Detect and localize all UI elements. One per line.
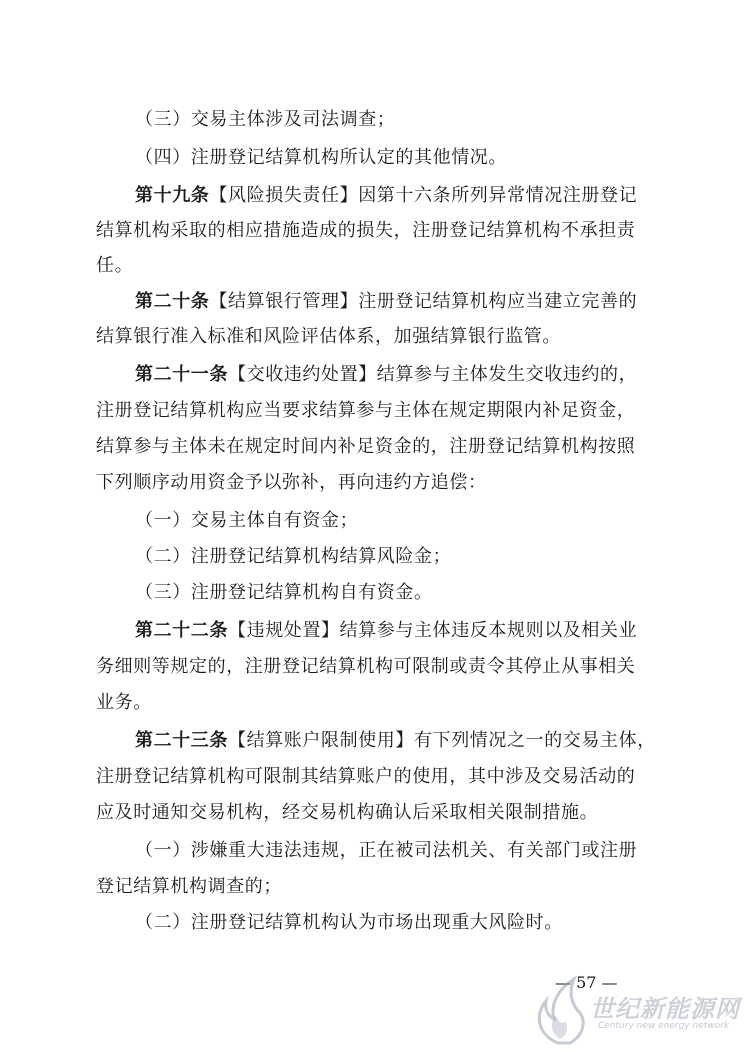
page-number: — 57 — [555, 973, 618, 992]
text-line: （二）注册登记结算机构认为市场出现重大风险时。 [135, 912, 563, 933]
text-line: （四）注册登记结算机构所认定的其他情况。 [135, 147, 507, 168]
article-text: 【结算银行管理】注册登记结算机构应当建立完善的 [209, 291, 638, 312]
text-line: （二）注册登记结算机构结算风险金； [135, 546, 452, 567]
watermark [520, 975, 740, 1047]
article-21-line [135, 363, 695, 387]
text-line: 注册登记结算机构可限制其结算账户的使用，其中涉及交易活动的 [96, 766, 636, 787]
article-heading: 第十九条 [135, 185, 210, 206]
text-line: （三）注册登记结算机构自有资金。 [135, 582, 433, 603]
text-line: （一）涉嫌重大违法违规，正在被司法机关、有关部门或注册 [135, 840, 638, 861]
text-line: 务细则等规定的，注册登记结算机构可限制或责令其停止从事相关 [96, 656, 636, 677]
text-line: 登记结算机构调查的； [96, 876, 282, 897]
text-line: 结算银行准入标准和风险评估体系，加强结算银行监管。 [96, 326, 561, 347]
text-line: 结算机构采取的相应措施造成的损失，注册登记结算机构不承担责 [96, 220, 636, 241]
article-22-line [135, 619, 695, 643]
article-text: 【违规处置】结算参与主体违反本规则以及相关业 [228, 620, 638, 641]
flame-logo-icon [528, 975, 592, 1045]
text-line: 下列顺序动用资金予以弥补，再向违约方追偿： [96, 472, 487, 493]
article-19-line [135, 184, 695, 208]
text-line: 业务。 [96, 692, 152, 713]
text-line: （三）交易主体涉及司法调查； [135, 109, 396, 130]
article-text: 【交收违约处置】结算参与主体发生交收违约的， [228, 364, 638, 385]
article-heading: 第二十条 [135, 291, 210, 312]
article-23-line [135, 729, 695, 753]
article-heading: 第二十一条 [135, 364, 228, 385]
text-line: 任。 [96, 255, 134, 276]
watermark-subtitle: Century new energy network [598, 1021, 730, 1031]
text-line: 应及时通知交易机构，经交易机构确认后采取相关限制措施。 [96, 802, 599, 823]
article-20-line [135, 290, 695, 314]
text-line: 注册登记结算机构应当要求结算参与主体在规定期限内补足资金， [96, 400, 636, 421]
article-heading: 第二十二条 [135, 620, 228, 641]
watermark-title: 世纪新能源网 [590, 995, 740, 1023]
article-text: 【风险损失责任】因第十六条所列异常情况注册登记 [209, 185, 638, 206]
text-line: 结算参与主体未在规定时间内补足资金的，注册登记结算机构按照 [96, 436, 636, 457]
article-text: 【结算账户限制使用】有下列情况之一的交易主体， [228, 730, 656, 751]
article-heading: 第二十三条 [135, 730, 228, 751]
text-line: （一）交易主体自有资金； [135, 510, 359, 531]
